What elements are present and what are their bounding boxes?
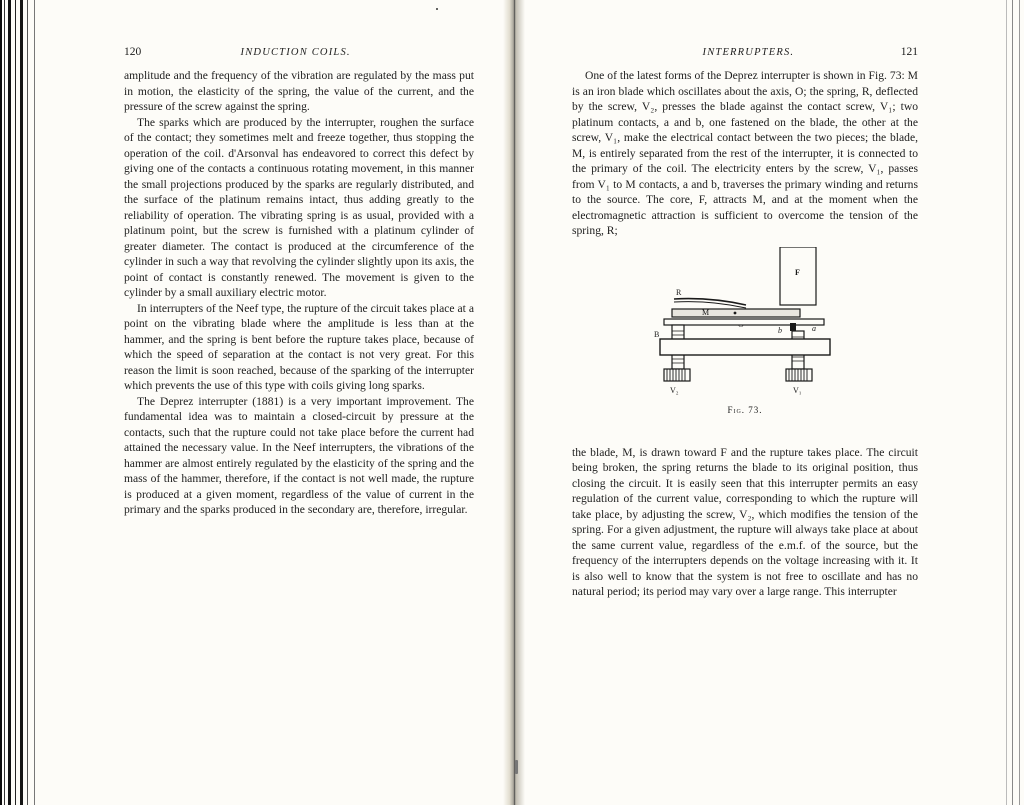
label-a: a <box>812 323 816 333</box>
figure-73 <box>572 247 918 441</box>
right-page <box>572 46 918 600</box>
label-m: M <box>702 307 710 317</box>
contact-b <box>790 323 796 331</box>
paragraph: amplitude and the frequency of the vibration are regulated by the mass put in motion, the elasticity of the spring, the value of the current, and the pressure of the screw against the spring. <box>124 69 474 113</box>
label-b: B <box>654 329 660 339</box>
page-number: 120 <box>124 46 142 58</box>
right-page-body-continued <box>572 445 918 600</box>
screw-v1 <box>786 369 812 381</box>
base-board <box>660 339 830 355</box>
book-binding-left <box>0 0 44 805</box>
figure-caption: Fig. 73. <box>727 404 763 415</box>
label-v2: V₂ <box>670 385 679 395</box>
label-v1: V₁ <box>793 385 802 395</box>
running-head: INTERRUPTERS. <box>702 47 795 58</box>
right-page-header <box>572 46 918 68</box>
label-b-small: b <box>778 325 782 335</box>
left-page <box>124 46 474 518</box>
running-head: INDUCTION COILS. <box>240 47 351 58</box>
book-gutter <box>503 0 525 805</box>
paragraph: the blade, M, is drawn toward F and the rupture takes place. The circuit being broken, the spring returns the blade to its original position, thus closing the circuit. It is easily seen that this interrupter permits an easy regulation of the current value, corresponding to which the rupture will take place, by adjusting the screw, V₂, which modifies the tension of the spring. For a given adjustment, the rupture will always take place at about the same current value, regardless of the e.m.f. of the source, but the frequency of the interrupters depends on the voltage increasing with it. It is also well to know that the system is not free to oscillate and has no natural period; its period may vary over a large range. This interrupter <box>572 445 918 598</box>
paragraph: One of the latest forms of the Deprez interrupter is shown in Fig. 73: M is an iron blade which oscillates about the axis, O; the spring, R, deflected by the screw, V₂, presses the blade against the contact screw, V₁; two platinum contacts, a and b, one fastened on the blade, the other at the screw, V₁, make the electrical contact between the two pieces; the blade, M, is entirely separated from the rest of the interrupter, it is connected to the primary of the coil. The electricity enters by the screw, V₁, passes from V₁ to M contacts, a and b, traverses the primary winding and returns to the source. The core, F, attracts M, and at the moment when the electromagnetic attraction is sufficient to overcome the tension of the spring, R; <box>572 69 918 237</box>
label-f: F <box>795 267 800 277</box>
label-r: R <box>676 287 682 297</box>
left-page-body <box>124 68 474 518</box>
paragraph: In interrupters of the Neef type, the rupture of the circuit takes place at a point on the vibrating blade where the amplitude is less than at the hammer, and the spring is bent before the rupture takes place, because of which the speed of separation at the contact is not very great. For this reason the limit is soon reached, because of the sparking of the interrupter which prevents the use of this type with coils giving long sparks. <box>124 301 474 392</box>
screw-v2 <box>664 369 690 381</box>
paragraph: The sparks which are produced by the interrupter, roughen the surface of the contact; they sometimes melt and freeze together, thus stopping the operation of the coil. d'Arsonval has endeavored to correct this defect by giving one of the contacts a continuous rotating movement, in this manner the small projections produced by the sparks are regularly distributed, and the surface of the platinum remains intact, thus adding greatly to the reliability of operation. The vibrating spring is as usual, provided with a platinum point, but the screw is furnished with a platinum cylinder of greater diameter. The contact is produced at the circumference of the cylinder in such a way that revolving the cylinder slightly upon its axis, the point of contact is constantly renewed. The movement is given to the cylinder by a small auxiliary electric motor. <box>124 115 474 299</box>
left-page-header <box>124 46 474 68</box>
book-edge-right <box>994 0 1024 805</box>
scan-speck <box>515 760 518 774</box>
page-number: 121 <box>900 46 918 58</box>
deprez-interrupter-diagram <box>650 247 840 403</box>
paragraph: The Deprez interrupter (1881) is a very important improvement. The fundamental idea was to maintain a closed-circuit by pressure at the contacts, such that the rupture could not take place before the current had attained the necessary value. In the Neef interrupters, the vibrations of the hammer are almost entirely regulated by the elasticity of the spring and the mass of the hammer, therefore, if the contact is not well made, the rupture is produced at a given moment, regardless of the value of current in the primary and the sparks produced in the secondary are, therefore, irregular. <box>124 394 474 516</box>
right-page-body <box>572 68 918 239</box>
scan-speck <box>436 8 438 10</box>
